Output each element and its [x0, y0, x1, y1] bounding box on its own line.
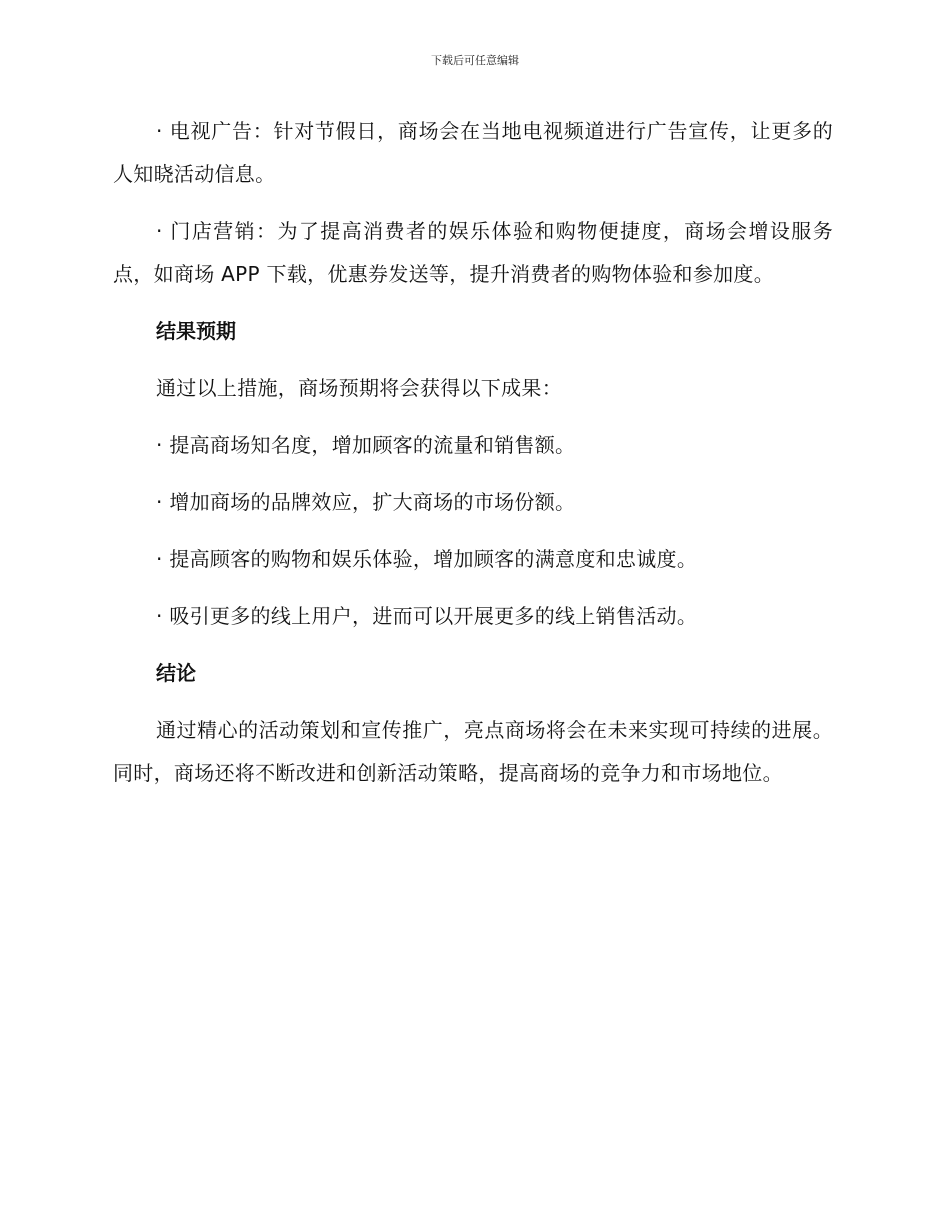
heading-conclusion: 结论: [156, 661, 196, 685]
list-item: · 提高商场知名度，增加顾客的流量和销售额。: [156, 433, 576, 457]
heading-expected-results: 结果预期: [156, 319, 236, 343]
document-body: [113, 110, 833, 795]
list-item: · 增加商场的品牌效应，扩大商场的市场份额。: [156, 490, 576, 514]
paragraph-results-intro: 通过以上措施，商场预期将会获得以下成果：: [156, 376, 562, 400]
page-header: 下载后可任意编辑: [431, 54, 519, 67]
paragraph-conclusion: 通过精心的活动策划和宣传推广，亮点商场将会在未来实现可持续的进展。同时，商场还将不断改进和创新活动策略，提高商场的竞争力和市场地位。: [113, 718, 833, 785]
paragraph-store-marketing: · 门店营销：为了提高消费者的娱乐体验和购物便捷度，商场会增设服务点，如商场 APP 下载，优惠券发送等，提升消费者的购物体验和参加度。: [113, 219, 833, 286]
list-item: · 吸引更多的线上用户，进而可以开展更多的线上销售活动。: [156, 604, 698, 628]
list-item: · 提高顾客的购物和娱乐体验，增加顾客的满意度和忠诚度。: [156, 547, 698, 571]
paragraph-tv-advertising: · 电视广告：针对节假日，商场会在当地电视频道进行广告宣传，让更多的人知晓活动信息。: [113, 119, 833, 186]
